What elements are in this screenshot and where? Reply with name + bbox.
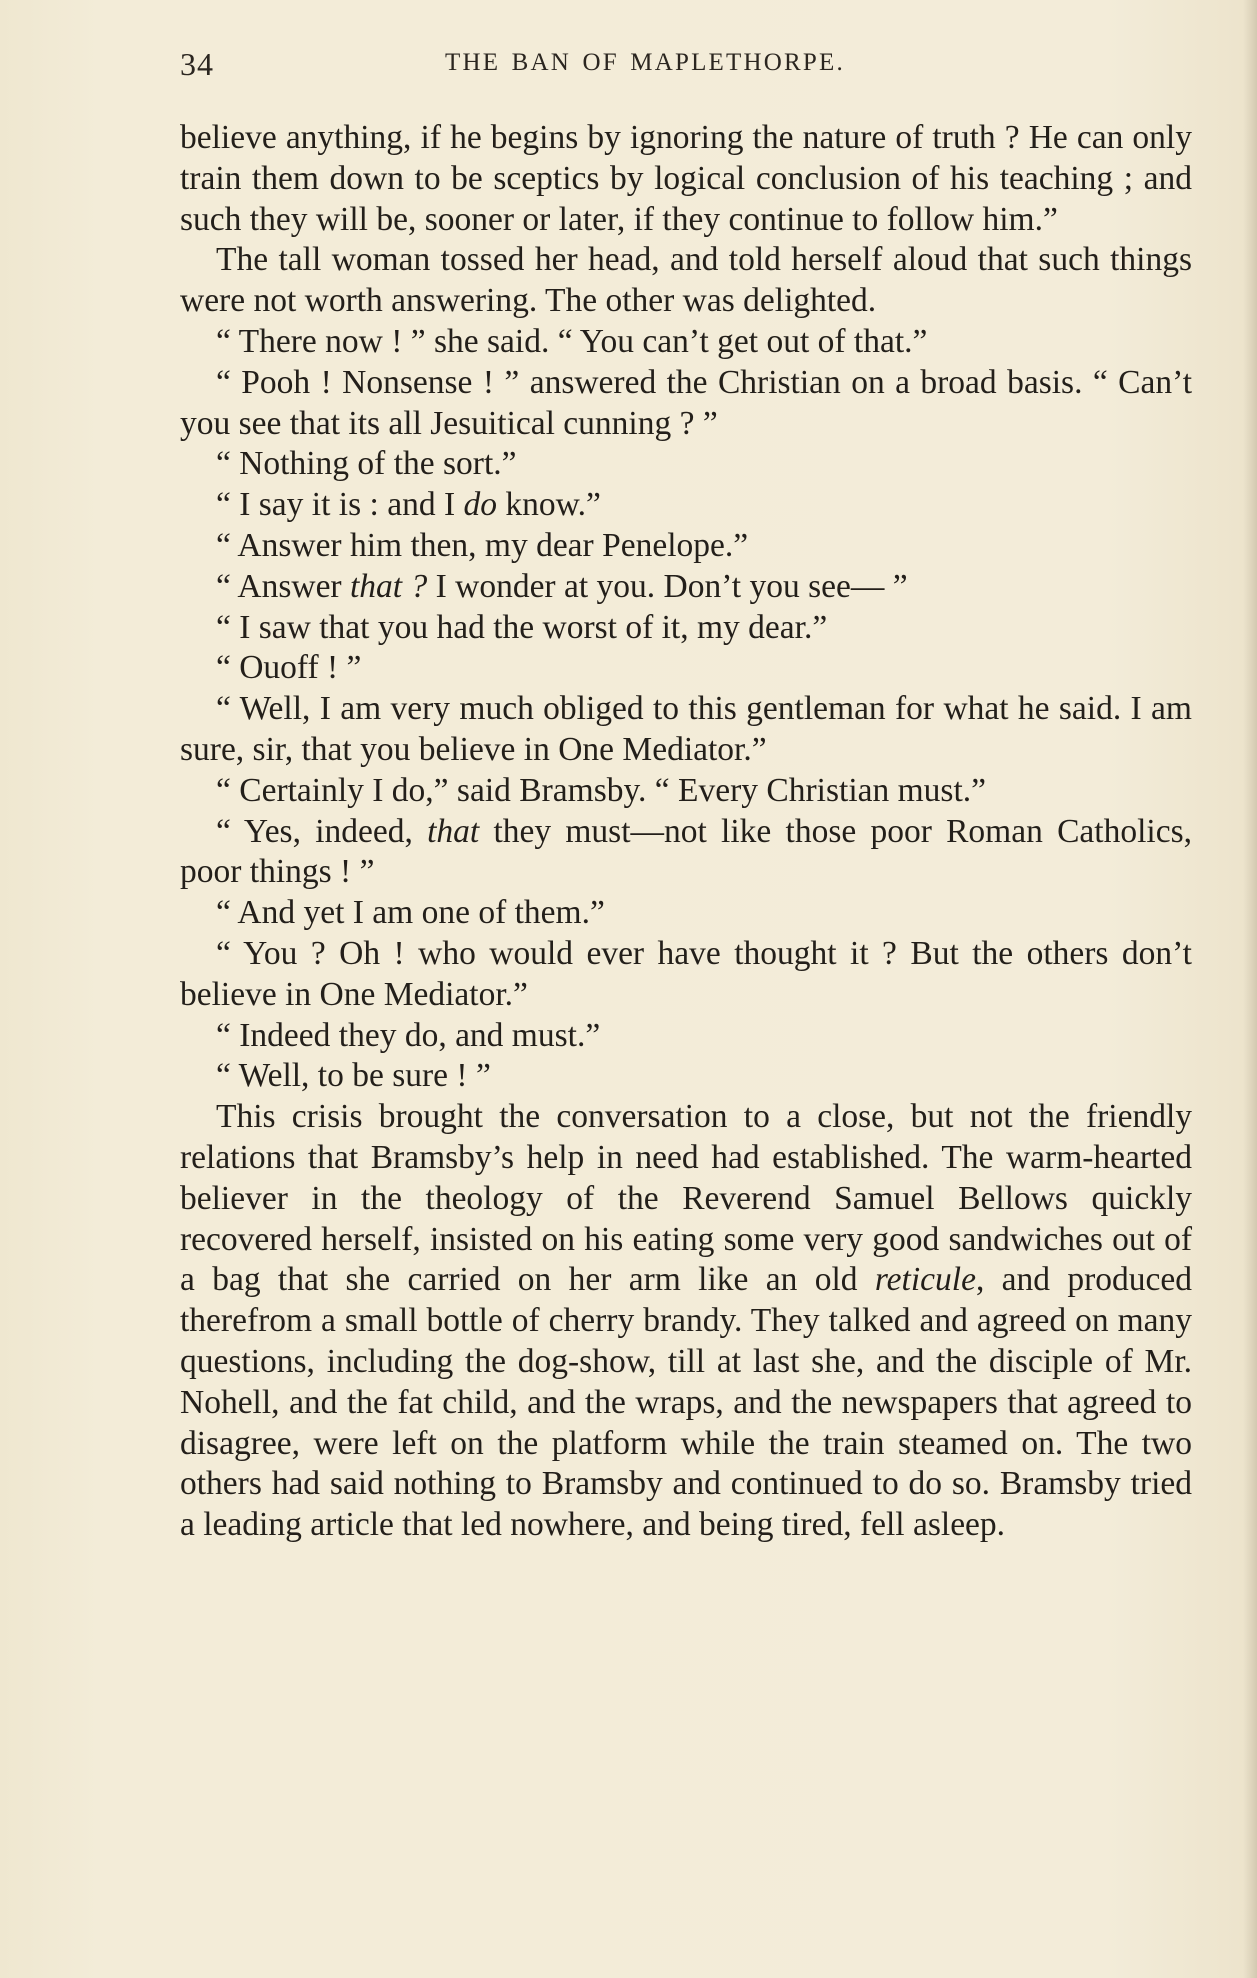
text-run: “ Answer — [216, 567, 350, 605]
paragraph — [180, 1016, 1192, 1057]
paragraph — [180, 322, 1192, 363]
text-run: , and produced therefrom a small bottle of cherry brandy. They talked and agreed on many questions, including the dog-show, till at last she, and the disciple of Mr. Nohell, and the fat child, and the wraps, and the newspapers that agreed to disagree, were left on the platform while the train steamed on. The two others had said nothing to Bramsby and continued to do so. Bramsby tried a leading article that led nowhere, and being tired, fell asleep. — [180, 1261, 1193, 1544]
paragraph — [180, 1056, 1192, 1097]
text-run: “ Yes, indeed, — [216, 812, 428, 850]
text-run: “ Indeed they do, and must.” — [216, 1016, 601, 1054]
paragraph — [180, 567, 1192, 608]
text-run: “ There now ! ” she said. “ You can’t get out of that.” — [216, 322, 928, 360]
text-run: “ Certainly I do,” said Bramsby. “ Every Christian must.” — [216, 771, 987, 809]
text-run: “ I saw that you had the worst of it, my dear.” — [216, 608, 828, 646]
text-run: “ Well, to be sure ! ” — [216, 1057, 491, 1095]
running-head — [180, 46, 1190, 90]
body-text — [180, 118, 1192, 1546]
paragraph — [180, 526, 1192, 567]
italic-text: do — [463, 486, 497, 524]
text-run: This crisis brought the conversation to a close, but not the friendly relations that Bramsby’s help in need had established. The warm-hearted believer in the theology of the Reverend Samuel Bellows quickly recovered herself, insisted on his eating some very good sandwiches out of a bag that she carried on her arm like an old — [180, 1098, 1192, 1299]
text-run: know.” — [496, 486, 601, 524]
paragraph — [180, 1097, 1192, 1546]
paragraph — [180, 812, 1192, 894]
text-run: “ Ouoff ! ” — [216, 649, 362, 687]
italic-text: that — [427, 812, 480, 850]
text-run: I wonder at you. Don’t you see— ” — [427, 567, 908, 605]
text-run: “ Well, I am very much obliged to this gentleman for what he said. I am sure, sir, that you believe in One Mediator.” — [180, 690, 1192, 768]
paragraph — [180, 608, 1192, 649]
text-run: “ Nothing of the sort.” — [216, 445, 517, 483]
paragraph — [180, 934, 1192, 1016]
running-title: THE BAN OF MAPLETHORPE. — [445, 49, 845, 76]
paragraph — [180, 689, 1192, 771]
text-run: “ And yet I am one of them.” — [216, 894, 605, 932]
paragraph — [180, 363, 1192, 445]
page-number: 34 — [180, 46, 214, 82]
paragraph — [180, 240, 1192, 322]
italic-text: reticule — [874, 1261, 976, 1299]
text-run: they must—not like those poor Roman Catholics, poor things ! ” — [180, 812, 1192, 891]
text-run: “ I say it is : and I — [216, 486, 464, 524]
paragraph — [180, 118, 1192, 240]
text-run: “ You ? Oh ! who would ever have thought it ? But the others don’t believe in One Mediator.” — [180, 934, 1192, 1013]
paragraph — [180, 444, 1192, 485]
paragraph — [180, 893, 1192, 934]
text-run: “ Answer him then, my dear Penelope.” — [216, 526, 749, 564]
page-edge-shadow — [1243, 0, 1257, 1978]
paragraph — [180, 771, 1192, 812]
text-run: The tall woman tossed her head, and told herself aloud that such things were not worth answering. The other was delighted. — [180, 241, 1192, 320]
paragraph — [180, 648, 1192, 689]
text-run: “ Pooh ! Nonsense ! ” answered the Christian on a broad basis. “ Can’t you see that its all Jesuitical cunning ? ” — [180, 363, 1192, 442]
italic-text: that ? — [349, 567, 428, 605]
text-run: believe anything, if he begins by ignoring the nature of truth ? He can only train them down to be sceptics by logical conclusion of his teaching ; and such they will be, sooner or later, if they continue to follow him.” — [180, 119, 1192, 238]
paragraph — [180, 485, 1192, 526]
